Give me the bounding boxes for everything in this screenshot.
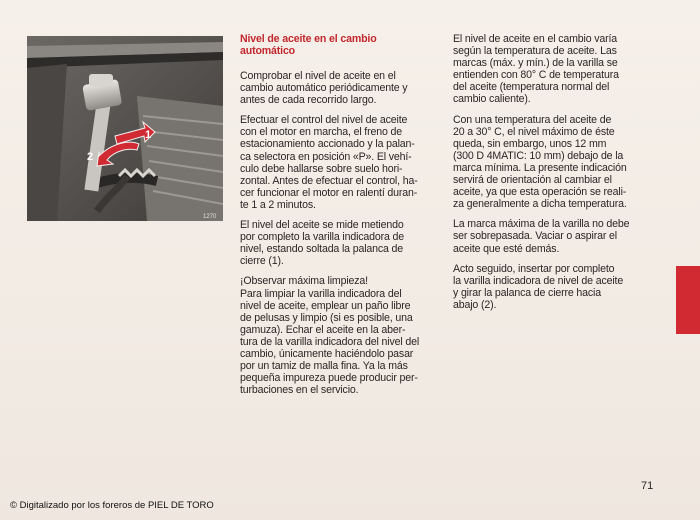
text-line: según la temperatura de aceite. Las: [453, 45, 617, 58]
text-line: por completo la varilla indicadora de: [240, 231, 405, 244]
text-line: y girar la palanca de cierre hacia: [453, 286, 602, 299]
text-line: ca selectora en posición «P». El vehí-: [240, 150, 412, 163]
text-line: zontal. Antes de efectuar el control, ha-: [240, 174, 418, 187]
text-line: cer funcionar el motor en ralentí duran-: [240, 186, 418, 199]
text-line: Efectuar el control del nivel de aceite: [240, 114, 408, 127]
paragraph-measure-level: [240, 219, 440, 267]
text-line: cambio automático periódicamente y: [240, 82, 408, 95]
text-line: Comprobar el nivel de aceite en el: [240, 70, 396, 82]
callout-2-label: 2: [87, 151, 94, 163]
text-line: za generalmente a dicha temperatura.: [453, 198, 627, 211]
text-line: te 1 a 2 minutos.: [240, 198, 316, 211]
text-line: culo debe hallarse sobre suelo hori-: [240, 162, 403, 175]
heading-line: automático: [240, 45, 296, 57]
text-line: por un tamiz de malla fina. Ya la más: [240, 360, 408, 373]
text-line: Acto seguido, insertar por completo: [453, 262, 615, 275]
photo-illustration: [27, 36, 223, 221]
text-line: abajo (2).: [453, 298, 497, 311]
heading-line: Nivel de aceite en el cambio: [240, 33, 377, 45]
text-line: Para limpiar la varilla indicadora del: [240, 287, 402, 300]
text-line: 20 a 30° C, el nivel máximo de éste: [453, 125, 615, 138]
paragraph-low-temperature: [453, 114, 649, 211]
text-line: El nivel de aceite en el cambio varía: [453, 33, 618, 45]
text-line: turbaciones en el servicio.: [240, 384, 359, 397]
text-line: cambio caliente).: [453, 93, 531, 106]
text-line: entienden con 80° C de temperatura: [453, 69, 619, 82]
text-line: cambio, únicamente haciéndolo pasar: [240, 347, 414, 360]
text-line: estacionamiento accionado y la palan-: [240, 138, 415, 151]
text-line: El nivel del aceite se mide metiendo: [240, 219, 404, 232]
text-line: servirá de orientación al cambiar el: [453, 174, 612, 187]
text-line: ser sobrepasada. Vaciar o aspirar el: [453, 230, 617, 243]
footer-credit: © Digitalizado por los foreros de PIEL DE TORO: [10, 500, 214, 511]
paragraph-reinsert: [453, 263, 649, 311]
text-line: aceite, ya que esta operación se reali-: [453, 186, 627, 199]
text-line: del aceite (temperatura normal del: [453, 81, 610, 94]
paragraph-temperature-variation: [453, 33, 649, 106]
callout-1-label: 1: [145, 129, 152, 141]
text-line: cierre (1).: [240, 255, 284, 268]
text-line: aceite que esté demás.: [453, 242, 560, 255]
paragraph-cleanliness: [240, 275, 440, 396]
section-tab-marker: [676, 266, 700, 334]
text-line: pequeña impureza puede producir per-: [240, 372, 418, 385]
text-line: queda, sin embargo, unos 12 mm: [453, 137, 607, 150]
text-line: gamuza). Echar el aceite en la aber-: [240, 323, 406, 336]
text-line: la varilla indicadora de nivel de aceite: [453, 274, 624, 287]
text-line: nivel, estando soltada la palanca de: [240, 243, 404, 256]
text-line: nivel de aceite, emplear un paño libre: [240, 299, 411, 312]
text-line: antes de cada recorrido largo.: [240, 94, 377, 107]
text-line: marca mínima. La presente indicación: [453, 161, 627, 174]
paragraph-control-conditions: [240, 114, 440, 211]
text-line: con el motor en marcha, el freno de: [240, 126, 402, 139]
paragraph-check-regularly: [240, 70, 440, 106]
text-line: La marca máxima de la varilla no debe: [453, 218, 630, 231]
text-column-right: [453, 33, 649, 319]
paragraph-max-mark: [453, 218, 649, 254]
text-line: Con una temperatura del aceite de: [453, 113, 612, 126]
page-number: 71: [641, 480, 654, 492]
text-line: marcas (máx. y mín.) de la varilla se: [453, 57, 618, 70]
text-column-left: [240, 33, 440, 404]
text-line: de pelusas y limpio (si es posible, una: [240, 311, 413, 324]
text-line: tura de la varilla indicadora del nivel del: [240, 335, 420, 348]
transmission-photo: [27, 36, 223, 221]
section-heading: [240, 33, 440, 57]
figure-number: 1270: [203, 214, 217, 220]
text-line: ¡Observar máxima limpieza!: [240, 275, 368, 288]
text-line: (300 D 4MATIC: 10 mm) debajo de la: [453, 149, 624, 162]
